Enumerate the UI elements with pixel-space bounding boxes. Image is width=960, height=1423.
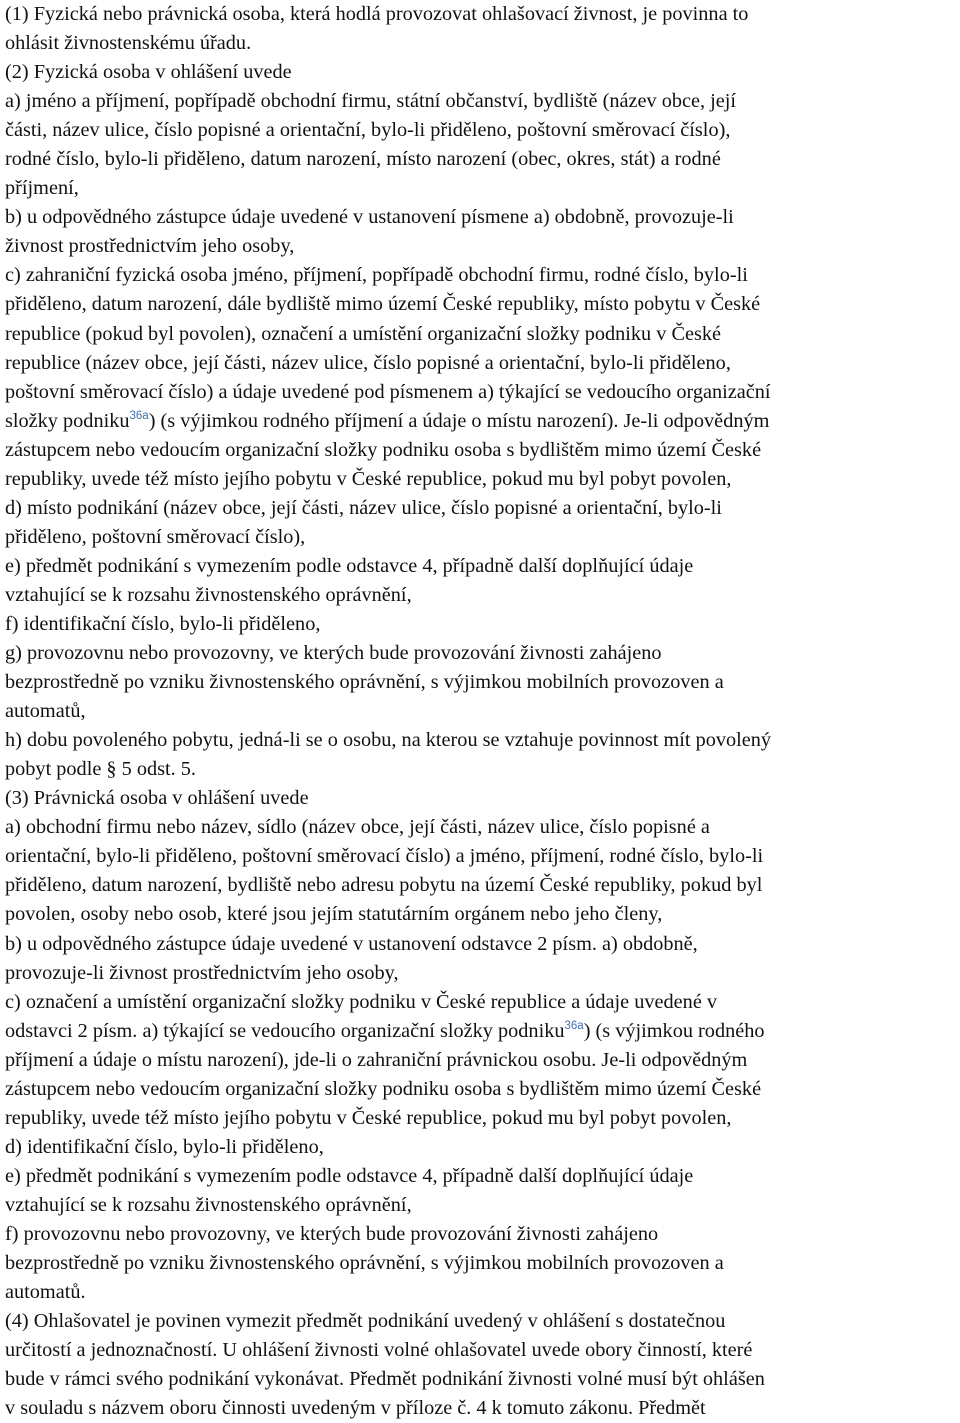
text-line: b) u odpovědného zástupce údaje uvedené v ustanovení odstavce 2 písm. a) obdobně, [5,932,698,955]
footnote-reference[interactable]: 36a [564,1019,584,1032]
text-line: f) identifikační číslo, bylo-li přiděleno, [5,612,321,635]
text-line: živnost prostřednictvím jeho osoby, [5,235,295,258]
text-line: f) provozovnu nebo provozovny, ve kterých bude provozování živnosti zahájeno [5,1222,659,1245]
text-line: ohlásit živnostenskému úřadu. [5,32,252,55]
text-line: zástupcem nebo vedoucím organizační složky podniku osoba s bydlištěm mimo území České [5,1077,762,1100]
text-segment: složky podniku [5,409,130,432]
text-segment: ) (s výjimkou rodného [583,1019,765,1042]
text-line: vztahující se k rozsahu živnostenského oprávnění, [5,583,412,606]
text-segment: odstavci 2 písm. a) týkající se vedoucího organizační složky podniku [5,1019,565,1042]
text-line: bude v rámci svého podnikání vykonávat. Předmět podnikání živnosti volné musí být ohlášen [5,1368,765,1391]
text-line: (2) Fyzická osoba v ohlášení uvede [5,61,292,84]
text-line: poštovní směrovací číslo) a údaje uvedené pod písmenem a) týkající se vedoucího organizační [5,380,771,403]
text-line: určitostí a jednoznačností. U ohlášení živnosti volné ohlašovatel uvede obory činností, které [5,1339,753,1362]
text-line: h) dobu povoleného pobytu, jedná-li se o osobu, na kterou se vztahuje povinnost mít povolený [5,729,772,752]
text-line: v souladu s názvem oboru činnosti uvedeným v příloze č. 4 k tomuto zákonu. Předmět [5,1397,706,1420]
text-line: přiděleno, datum narození, bydliště nebo adresu pobytu na území České republiky, pokud byl [5,874,763,897]
text-segment: ) (s výjimkou rodného příjmení a údaje o místu narození). Je-li odpovědným [148,409,770,432]
text-line: c) zahraniční fyzická osoba jméno, příjmení, popřípadě obchodní firmu, rodné číslo, bylo-li [5,264,748,287]
text-line: povolen, osoby nebo osob, které jsou jejím statutárním orgánem nebo jeho členy, [5,903,663,926]
text-line: příjmení, [5,177,79,200]
footnote-reference[interactable]: 36a [129,409,149,422]
text-line: republiky, uvede též místo jejího pobytu v České republice, pokud mu byl pobyt povolen, [5,467,732,490]
text-line: (1) Fyzická nebo právnická osoba, která hodlá provozovat ohlašovací živnost, je povinna to [5,3,749,25]
text-line: přiděleno, datum narození, dále bydliště mimo území České republiky, místo pobytu v České [5,293,761,316]
text-line: orientační, bylo-li přiděleno, poštovní směrovací číslo) a jméno, příjmení, rodné číslo, bylo-li [5,845,764,868]
text-line: pobyt podle § 5 odst. 5. [5,758,196,781]
text-line: automatů, [5,700,86,723]
text-line: rodné číslo, bylo-li přiděleno, datum narození, místo narození (obec, okres, stát) a rodné [5,148,721,171]
text-line: republice (název obce, její části, název ulice, číslo popisné a orientační, bylo-li přiděleno, [5,351,731,374]
text-line: (4) Ohlašovatel je povinen vymezit předmět podnikání uvedený v ohlášení s dostatečnou [5,1310,726,1333]
text-line: d) místo podnikání (název obce, její části, název ulice, číslo popisné a orientační, bylo-li [5,496,722,519]
text-line: e) předmět podnikání s vymezením podle odstavce 4, případně další doplňující údaje [5,1164,694,1187]
text-line: části, název ulice, číslo popisné a orientační, bylo-li přiděleno, poštovní směrovací číslo), [5,119,731,142]
text-line: a) jméno a příjmení, popřípadě obchodní firmu, státní občanství, bydliště (název obce, její [5,90,737,113]
text-line: přiděleno, poštovní směrovací číslo), [5,525,306,548]
text-line: c) označení a umístění organizační složky podniku v České republice a údaje uvedené v [5,990,718,1013]
text-line: (3) Právnická osoba v ohlášení uvede [5,787,309,810]
text-line: provozuje-li živnost prostřednictvím jeho osoby, [5,961,399,984]
text-line: bezprostředně po vzniku živnostenského oprávnění, s výjimkou mobilních provozoven a [5,671,724,694]
text-line [5,1017,957,1046]
text-line: příjmení a údaje o místu narození), jde-li o zahraniční právnickou osobu. Je-li odpovědným [5,1048,748,1071]
text-line: republiky, uvede též místo jejího pobytu v České republice, pokud mu byl pobyt povolen, [5,1106,732,1129]
document-body [5,0,957,1423]
text-line: e) předmět podnikání s vymezením podle odstavce 4, případně další doplňující údaje [5,554,694,577]
text-line: b) u odpovědného zástupce údaje uvedené v ustanovení písmene a) obdobně, provozuje-li [5,206,734,229]
text-line: republice (pokud byl povolen), označení a umístění organizační složky podniku v České [5,322,722,345]
text-line: a) obchodní firmu nebo název, sídlo (název obce, její části, název ulice, číslo popisné a [5,816,710,839]
text-line: automatů. [5,1281,86,1304]
text-line: vztahující se k rozsahu živnostenského oprávnění, [5,1193,412,1216]
text-line [5,407,957,436]
text-line: bezprostředně po vzniku živnostenského oprávnění, s výjimkou mobilních provozoven a [5,1252,724,1275]
text-line: zástupcem nebo vedoucím organizační složky podniku osoba s bydlištěm mimo území České [5,438,762,461]
text-line: d) identifikační číslo, bylo-li přiděleno, [5,1135,324,1158]
text-line: g) provozovnu nebo provozovny, ve kterých bude provozování živnosti zahájeno [5,642,662,665]
